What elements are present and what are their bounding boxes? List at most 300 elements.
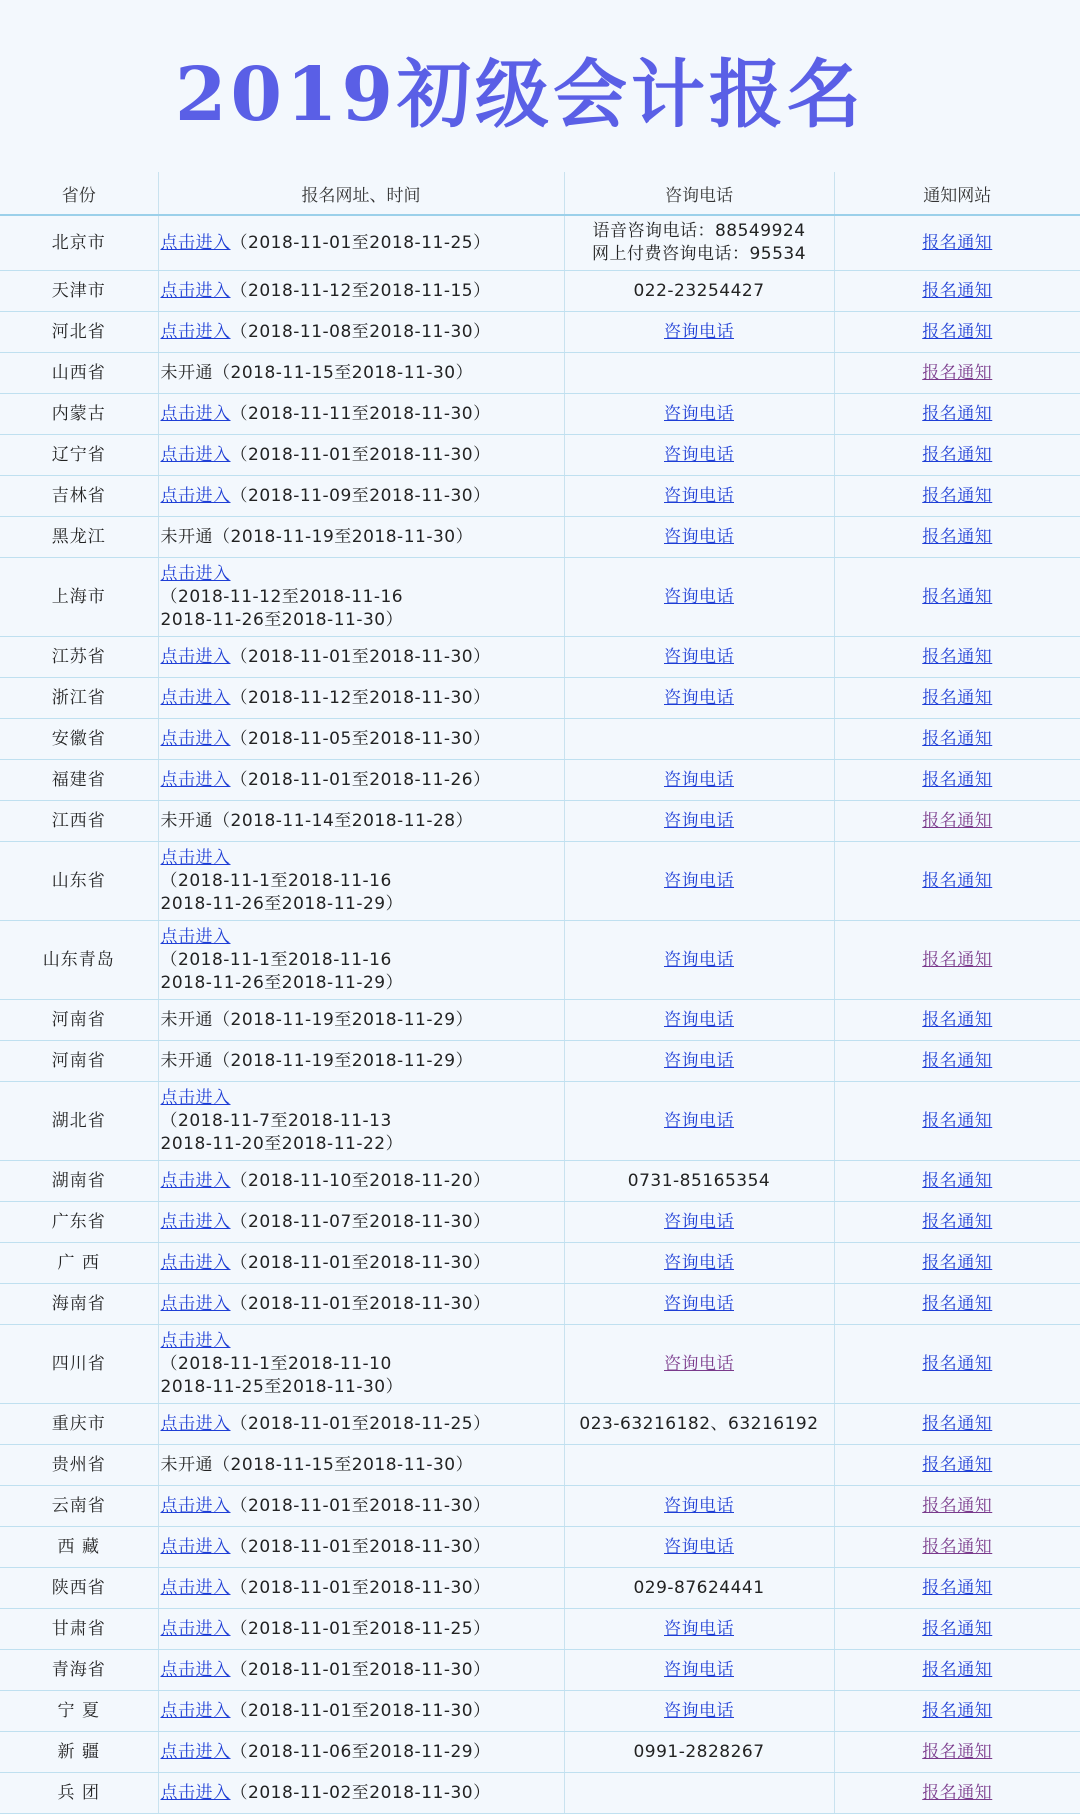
phone-number: 022-23254427: [633, 280, 765, 301]
date-range: （2018-11-08至2018-11-30）: [230, 321, 491, 342]
notice-cell: [834, 476, 1080, 517]
notice-cell: [834, 1284, 1080, 1325]
registration-cell: [158, 921, 564, 1000]
register-link[interactable]: 点击进入: [160, 1618, 231, 1639]
table-row: [0, 271, 1080, 312]
status-text: 未开通: [160, 810, 213, 831]
notice-link[interactable]: 报名通知: [922, 1413, 993, 1434]
province-cell: 新 疆: [0, 1732, 158, 1773]
phone-cell: [564, 1609, 834, 1650]
notice-cell: [834, 678, 1080, 719]
province-cell: 上海市: [0, 558, 158, 637]
date-range: （2018-11-1至2018-11-10: [160, 1353, 392, 1374]
registration-cell: [158, 1609, 564, 1650]
column-header-phone: 咨询电话: [564, 172, 834, 215]
province-cell: 宁 夏: [0, 1691, 158, 1732]
notice-cell: [834, 1527, 1080, 1568]
phone-link[interactable]: 咨询电话: [664, 1050, 734, 1071]
date-range: （2018-11-12至2018-11-16: [160, 586, 404, 607]
notice-cell: [834, 1243, 1080, 1284]
register-link[interactable]: 点击进入: [160, 232, 231, 253]
registration-cell: [158, 1325, 564, 1404]
date-range: （2018-11-01至2018-11-30）: [230, 1536, 491, 1557]
register-link[interactable]: 点击进入: [160, 1413, 231, 1434]
phone-link[interactable]: 咨询电话: [664, 870, 734, 891]
notice-link[interactable]: 报名通知: [922, 1782, 993, 1803]
date-range: 2018-11-26至2018-11-29）: [160, 893, 404, 914]
phone-number: 023-63216182、63216192: [579, 1413, 819, 1434]
province-cell: 河南省: [0, 1000, 158, 1041]
registration-cell: [158, 1527, 564, 1568]
table-row: [0, 353, 1080, 394]
province-cell: 安徽省: [0, 719, 158, 760]
register-link[interactable]: 点击进入: [160, 563, 231, 584]
notice-link[interactable]: 报名通知: [922, 1700, 993, 1721]
registration-cell: [158, 1773, 564, 1814]
registration-cell: [158, 1445, 564, 1486]
phone-cell: [564, 921, 834, 1000]
province-cell: 湖南省: [0, 1161, 158, 1202]
table-row: [0, 476, 1080, 517]
registration-cell: [158, 678, 564, 719]
phone-link[interactable]: 咨询电话: [664, 1009, 734, 1030]
province-cell: 吉林省: [0, 476, 158, 517]
province-cell: 重庆市: [0, 1404, 158, 1445]
register-link[interactable]: 点击进入: [160, 444, 231, 465]
phone-cell: [564, 637, 834, 678]
register-link[interactable]: 点击进入: [160, 1577, 231, 1598]
status-text: 未开通: [160, 362, 213, 383]
table-row: [0, 517, 1080, 558]
phone-link[interactable]: 咨询电话: [664, 1110, 734, 1131]
phone-cell: [564, 312, 834, 353]
table-row: [0, 1202, 1080, 1243]
table-row: [0, 678, 1080, 719]
register-link[interactable]: 点击进入: [160, 1330, 231, 1351]
province-cell: 内蒙古: [0, 394, 158, 435]
date-range: （2018-11-7至2018-11-13: [160, 1110, 392, 1131]
notice-link[interactable]: 报名通知: [922, 321, 993, 342]
notice-cell: [834, 1445, 1080, 1486]
province-cell: 湖北省: [0, 1082, 158, 1161]
table-row: [0, 1243, 1080, 1284]
notice-link[interactable]: 报名通知: [922, 1618, 993, 1639]
register-link[interactable]: 点击进入: [160, 1495, 231, 1516]
phone-link[interactable]: 咨询电话: [664, 1252, 734, 1273]
notice-link[interactable]: 报名通知: [922, 362, 993, 383]
notice-cell: [834, 1486, 1080, 1527]
register-link[interactable]: 点击进入: [160, 847, 231, 868]
phone-cell: [564, 1732, 834, 1773]
notice-link[interactable]: 报名通知: [922, 1293, 993, 1314]
registration-cell: [158, 1284, 564, 1325]
table-row: [0, 1527, 1080, 1568]
notice-cell: [834, 1082, 1080, 1161]
registration-cell: [158, 271, 564, 312]
phone-cell: [564, 1773, 834, 1814]
date-range: 2018-11-26至2018-11-29）: [160, 972, 404, 993]
notice-link[interactable]: 报名通知: [922, 1110, 993, 1131]
register-link[interactable]: 点击进入: [160, 926, 231, 947]
phone-cell: [564, 1650, 834, 1691]
province-cell: 福建省: [0, 760, 158, 801]
notice-cell: [834, 1732, 1080, 1773]
status-text: 未开通: [160, 1050, 213, 1071]
phone-link[interactable]: 咨询电话: [664, 769, 734, 790]
phone-link[interactable]: 咨询电话: [664, 586, 734, 607]
date-range: （2018-11-01至2018-11-25）: [230, 1413, 491, 1434]
phone-cell: [564, 215, 834, 271]
register-link[interactable]: 点击进入: [160, 687, 231, 708]
table-row: [0, 1404, 1080, 1445]
phone-link[interactable]: 咨询电话: [664, 646, 734, 667]
notice-cell: [834, 1325, 1080, 1404]
notice-link[interactable]: 报名通知: [922, 1353, 993, 1374]
page-title: 2019初级会计报名: [175, 52, 865, 138]
register-link[interactable]: 点击进入: [160, 403, 231, 424]
province-cell: 河南省: [0, 1041, 158, 1082]
notice-link[interactable]: 报名通知: [922, 1536, 993, 1557]
table-row: [0, 842, 1080, 921]
phone-link[interactable]: 咨询电话: [664, 526, 734, 547]
province-cell: 贵州省: [0, 1445, 158, 1486]
registration-cell: [158, 1568, 564, 1609]
notice-link[interactable]: 报名通知: [922, 687, 993, 708]
registration-cell: [158, 1041, 564, 1082]
notice-cell: [834, 312, 1080, 353]
notice-link[interactable]: 报名通知: [922, 444, 993, 465]
status-text: 未开通: [160, 1454, 213, 1475]
phone-cell: [564, 1325, 834, 1404]
registration-cell: [158, 1650, 564, 1691]
notice-link[interactable]: 报名通知: [922, 1009, 993, 1030]
date-range: （2018-11-01至2018-11-25）: [230, 232, 491, 253]
notice-cell: [834, 842, 1080, 921]
notice-cell: [834, 921, 1080, 1000]
phone-link[interactable]: 咨询电话: [664, 444, 734, 465]
date-range: （2018-11-01至2018-11-30）: [230, 444, 491, 465]
notice-cell: [834, 353, 1080, 394]
register-link[interactable]: 点击进入: [160, 1252, 231, 1273]
province-cell: 江苏省: [0, 637, 158, 678]
notice-cell: [834, 637, 1080, 678]
register-link[interactable]: 点击进入: [160, 728, 231, 749]
register-link[interactable]: 点击进入: [160, 1700, 231, 1721]
phone-cell: [564, 558, 834, 637]
table-row: [0, 1650, 1080, 1691]
phone-cell: [564, 678, 834, 719]
notice-link[interactable]: 报名通知: [922, 870, 993, 891]
date-range: （2018-11-01至2018-11-30）: [230, 1659, 491, 1680]
notice-link[interactable]: 报名通知: [922, 1741, 993, 1762]
notice-link[interactable]: 报名通知: [922, 586, 993, 607]
date-range: （2018-11-01至2018-11-30）: [230, 1700, 491, 1721]
phone-cell: [564, 801, 834, 842]
phone-cell: [564, 435, 834, 476]
column-header-registration: 报名网址、时间: [158, 172, 564, 215]
date-range: （2018-11-01至2018-11-30）: [230, 1577, 491, 1598]
table-row: [0, 1082, 1080, 1161]
register-link[interactable]: 点击进入: [160, 1659, 231, 1680]
province-cell: 甘肃省: [0, 1609, 158, 1650]
date-range: （2018-11-01至2018-11-30）: [230, 1293, 491, 1314]
registration-cell: [158, 719, 564, 760]
table-row: [0, 1732, 1080, 1773]
phone-cell: [564, 271, 834, 312]
register-link[interactable]: 点击进入: [160, 1293, 231, 1314]
date-range: （2018-11-10至2018-11-20）: [230, 1170, 491, 1191]
table-row: [0, 1773, 1080, 1814]
phone-cell: [564, 1486, 834, 1527]
table-row: [0, 801, 1080, 842]
phone-number: 0731-85165354: [627, 1170, 771, 1191]
notice-link[interactable]: 报名通知: [922, 1211, 993, 1232]
province-cell: 江西省: [0, 801, 158, 842]
registration-table: [0, 172, 1080, 1814]
province-cell: 山东青岛: [0, 921, 158, 1000]
notice-link[interactable]: 报名通知: [922, 949, 993, 970]
province-cell: 云南省: [0, 1486, 158, 1527]
notice-link[interactable]: 报名通知: [922, 1495, 993, 1516]
phone-link[interactable]: 咨询电话: [664, 949, 734, 970]
notice-cell: [834, 394, 1080, 435]
table-row: [0, 1691, 1080, 1732]
notice-link[interactable]: 报名通知: [922, 1577, 993, 1598]
table-row: [0, 1284, 1080, 1325]
notice-cell: [834, 1609, 1080, 1650]
phone-cell: [564, 1527, 834, 1568]
notice-link[interactable]: 报名通知: [922, 1454, 993, 1475]
table-row: [0, 435, 1080, 476]
registration-cell: [158, 215, 564, 271]
date-range: （2018-11-19至2018-11-29）: [213, 1009, 474, 1030]
date-range: （2018-11-15至2018-11-30）: [213, 1454, 474, 1475]
table-row: [0, 1609, 1080, 1650]
date-range: （2018-11-14至2018-11-28）: [213, 810, 474, 831]
province-cell: 广 西: [0, 1243, 158, 1284]
phone-number: 0991-2828267: [633, 1741, 765, 1762]
phone-cell: [564, 719, 834, 760]
register-link[interactable]: 点击进入: [160, 280, 231, 301]
registration-cell: [158, 476, 564, 517]
phone-cell: [564, 1284, 834, 1325]
province-cell: 山东省: [0, 842, 158, 921]
registration-cell: [158, 558, 564, 637]
register-link[interactable]: 点击进入: [160, 1536, 231, 1557]
notice-cell: [834, 1773, 1080, 1814]
phone-number: 网上付费咨询电话：95534: [591, 244, 807, 264]
table-row: [0, 1041, 1080, 1082]
notice-link[interactable]: 报名通知: [922, 1050, 993, 1071]
notice-cell: [834, 558, 1080, 637]
table-row: [0, 1568, 1080, 1609]
phone-cell: [564, 1243, 834, 1284]
date-range: （2018-11-01至2018-11-25）: [230, 1618, 491, 1639]
header-row: [0, 172, 1080, 215]
province-cell: 海南省: [0, 1284, 158, 1325]
province-cell: 浙江省: [0, 678, 158, 719]
register-link[interactable]: 点击进入: [160, 1741, 231, 1762]
phone-link[interactable]: 咨询电话: [664, 1536, 734, 1557]
phone-link[interactable]: 咨询电话: [664, 1293, 734, 1314]
notice-cell: [834, 215, 1080, 271]
notice-cell: [834, 1404, 1080, 1445]
notice-link[interactable]: 报名通知: [922, 646, 993, 667]
date-range: （2018-11-01至2018-11-30）: [230, 646, 491, 667]
registration-cell: [158, 1732, 564, 1773]
notice-link[interactable]: 报名通知: [922, 728, 993, 749]
notice-link[interactable]: 报名通知: [922, 403, 993, 424]
registration-cell: [158, 517, 564, 558]
date-range: 2018-11-20至2018-11-22）: [160, 1133, 404, 1154]
notice-cell: [834, 1161, 1080, 1202]
phone-link[interactable]: 咨询电话: [664, 687, 734, 708]
date-range: （2018-11-02至2018-11-30）: [230, 1782, 491, 1803]
notice-cell: [834, 719, 1080, 760]
notice-link[interactable]: 报名通知: [922, 1170, 993, 1191]
phone-cell: [564, 1404, 834, 1445]
province-cell: 兵 团: [0, 1773, 158, 1814]
notice-cell: [834, 1000, 1080, 1041]
notice-cell: [834, 517, 1080, 558]
date-range: 2018-11-26至2018-11-30）: [160, 609, 404, 630]
register-link[interactable]: 点击进入: [160, 321, 231, 342]
phone-cell: [564, 1082, 834, 1161]
date-range: （2018-11-19至2018-11-30）: [213, 526, 474, 547]
table-row: [0, 1325, 1080, 1404]
registration-cell: [158, 801, 564, 842]
notice-link[interactable]: 报名通知: [922, 526, 993, 547]
province-cell: 黑龙江: [0, 517, 158, 558]
notice-cell: [834, 1691, 1080, 1732]
table-row: [0, 558, 1080, 637]
date-range: （2018-11-09至2018-11-30）: [230, 485, 491, 506]
notice-cell: [834, 1202, 1080, 1243]
phone-cell: [564, 1568, 834, 1609]
date-range: （2018-11-07至2018-11-30）: [230, 1211, 491, 1232]
register-link[interactable]: 点击进入: [160, 646, 231, 667]
phone-link[interactable]: 咨询电话: [664, 1659, 734, 1680]
phone-number: 029-87624441: [633, 1577, 765, 1598]
registration-cell: [158, 637, 564, 678]
phone-link[interactable]: 咨询电话: [664, 1211, 734, 1232]
phone-link[interactable]: 咨询电话: [664, 321, 734, 342]
phone-cell: [564, 394, 834, 435]
notice-link[interactable]: 报名通知: [922, 485, 993, 506]
province-cell: 天津市: [0, 271, 158, 312]
register-link[interactable]: 点击进入: [160, 769, 231, 790]
phone-link[interactable]: 咨询电话: [664, 403, 734, 424]
phone-cell: [564, 842, 834, 921]
registration-cell: [158, 1243, 564, 1284]
register-link[interactable]: 点击进入: [160, 1170, 231, 1191]
phone-cell: [564, 1202, 834, 1243]
register-link[interactable]: 点击进入: [160, 485, 231, 506]
register-link[interactable]: 点击进入: [160, 1211, 231, 1232]
phone-link[interactable]: 咨询电话: [664, 810, 734, 831]
registration-cell: [158, 1486, 564, 1527]
table-row: [0, 394, 1080, 435]
table-row: [0, 1161, 1080, 1202]
province-cell: 山西省: [0, 353, 158, 394]
phone-link[interactable]: 咨询电话: [664, 1495, 734, 1516]
province-cell: 北京市: [0, 215, 158, 271]
phone-cell: [564, 1000, 834, 1041]
registration-cell: [158, 1404, 564, 1445]
phone-link[interactable]: 咨询电话: [664, 485, 734, 506]
registration-cell: [158, 760, 564, 801]
phone-link[interactable]: 咨询电话: [664, 1618, 734, 1639]
phone-cell: [564, 1445, 834, 1486]
province-cell: 青海省: [0, 1650, 158, 1691]
notice-link[interactable]: 报名通知: [922, 810, 993, 831]
table-row: [0, 312, 1080, 353]
notice-cell: [834, 271, 1080, 312]
table-row: [0, 1000, 1080, 1041]
phone-cell: [564, 517, 834, 558]
table-row: [0, 719, 1080, 760]
date-range: （2018-11-06至2018-11-29）: [230, 1741, 491, 1762]
table-row: [0, 1445, 1080, 1486]
registration-cell: [158, 435, 564, 476]
date-range: 2018-11-25至2018-11-30）: [160, 1376, 404, 1397]
registration-cell: [158, 1000, 564, 1041]
phone-cell: [564, 476, 834, 517]
notice-link[interactable]: 报名通知: [922, 232, 993, 253]
province-cell: 陕西省: [0, 1568, 158, 1609]
phone-cell: [564, 760, 834, 801]
date-range: （2018-11-1至2018-11-16: [160, 870, 392, 891]
table-row: [0, 215, 1080, 271]
notice-link[interactable]: 报名通知: [922, 1659, 993, 1680]
table-row: [0, 921, 1080, 1000]
status-text: 未开通: [160, 1009, 213, 1030]
notice-cell: [834, 1041, 1080, 1082]
date-range: （2018-11-11至2018-11-30）: [230, 403, 491, 424]
notice-cell: [834, 1568, 1080, 1609]
date-range: （2018-11-15至2018-11-30）: [213, 362, 474, 383]
notice-cell: [834, 435, 1080, 476]
date-range: （2018-11-01至2018-11-30）: [230, 1495, 491, 1516]
date-range: （2018-11-05至2018-11-30）: [230, 728, 491, 749]
notice-link[interactable]: 报名通知: [922, 769, 993, 790]
province-cell: 西 藏: [0, 1527, 158, 1568]
date-range: （2018-11-01至2018-11-30）: [230, 1252, 491, 1273]
registration-cell: [158, 353, 564, 394]
phone-link[interactable]: 咨询电话: [664, 1700, 734, 1721]
phone-cell: [564, 353, 834, 394]
notice-link[interactable]: 报名通知: [922, 1252, 993, 1273]
registration-cell: [158, 1082, 564, 1161]
province-cell: 四川省: [0, 1325, 158, 1404]
status-text: 未开通: [160, 526, 213, 547]
date-range: （2018-11-1至2018-11-16: [160, 949, 392, 970]
notice-cell: [834, 1650, 1080, 1691]
date-range: （2018-11-01至2018-11-26）: [230, 769, 491, 790]
registration-cell: [158, 394, 564, 435]
phone-link[interactable]: 咨询电话: [664, 1353, 734, 1374]
notice-link[interactable]: 报名通知: [922, 280, 993, 301]
table-row: [0, 1486, 1080, 1527]
phone-cell: [564, 1041, 834, 1082]
phone-cell: [564, 1691, 834, 1732]
province-cell: 辽宁省: [0, 435, 158, 476]
register-link[interactable]: 点击进入: [160, 1782, 231, 1803]
registration-cell: [158, 842, 564, 921]
notice-cell: [834, 760, 1080, 801]
column-header-notice: 通知网站: [834, 172, 1080, 215]
register-link[interactable]: 点击进入: [160, 1087, 231, 1108]
